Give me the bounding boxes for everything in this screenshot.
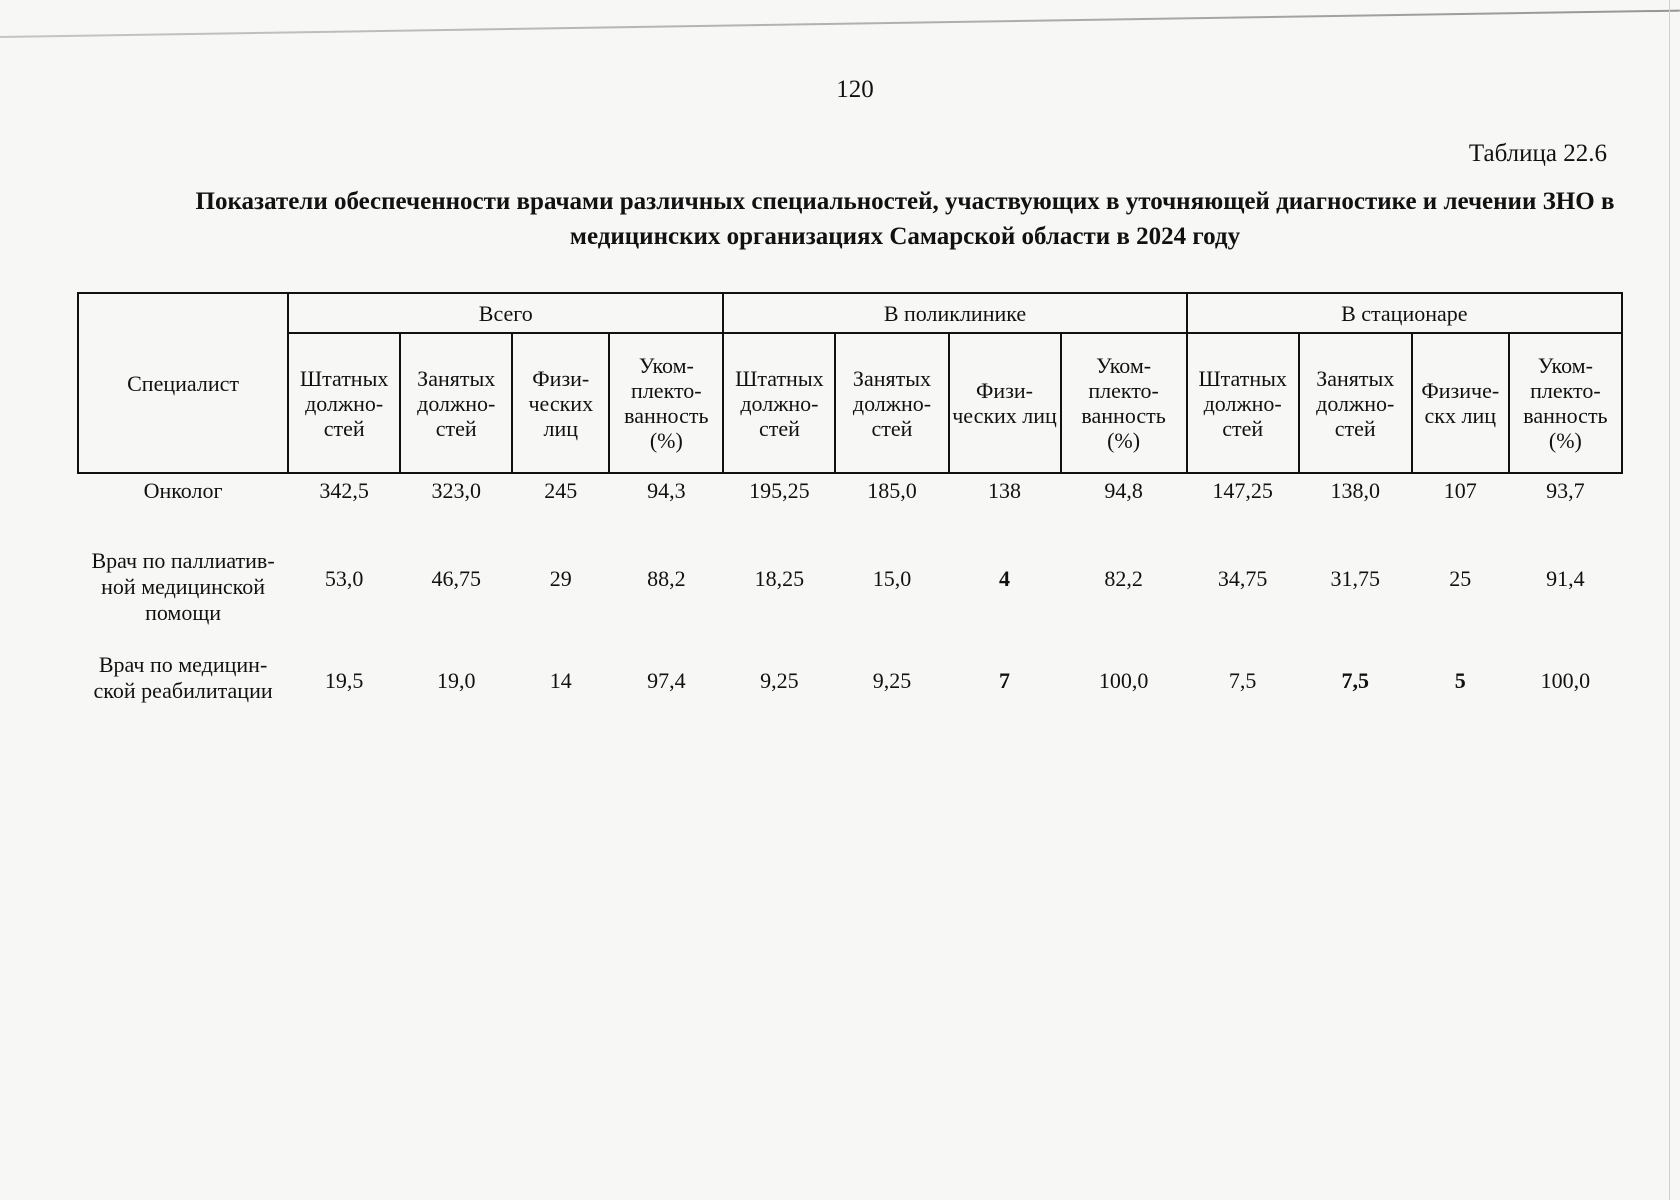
subheader-poly-persons: Физи-ческих лиц (949, 333, 1061, 473)
subheader-hosp-persons: Физиче-скх лиц (1412, 333, 1509, 473)
cell-value: 82,2 (1104, 566, 1143, 591)
page-number: 120 (836, 76, 874, 103)
cell-value: 7,5 (1228, 668, 1257, 693)
row-specialist: Врач по паллиатив-ной медицинской помощи (91, 548, 275, 625)
cell-value: 25 (1449, 566, 1472, 591)
scan-edge-right (1669, 0, 1670, 1200)
group-header-total: Всего (288, 293, 723, 333)
cell-value: 195,25 (749, 478, 810, 503)
cell-value: 342,5 (319, 478, 369, 503)
scan-edge (0, 10, 1680, 38)
cell-value: 147,25 (1212, 478, 1273, 503)
cell-value: 91,4 (1546, 566, 1585, 591)
cell-value: 5 (1454, 668, 1466, 693)
cell-value: 245 (544, 478, 578, 503)
cell-value: 9,25 (760, 668, 799, 693)
cell-value: 107 (1443, 478, 1477, 503)
cell-value: 29 (549, 566, 572, 591)
subheader-total-staffing: Уком-плекто-ванность (%) (609, 333, 723, 473)
cell-value: 4 (999, 566, 1011, 591)
cell-value: 185,0 (867, 478, 917, 503)
cell-value: 19,0 (436, 668, 476, 693)
subheader-hosp-staff: Штатных должно-стей (1187, 333, 1299, 473)
cell-value: 34,75 (1217, 566, 1268, 591)
cell-value: 100,0 (1098, 668, 1149, 693)
subheader-total-persons: Физи-ческих лиц (512, 333, 609, 473)
cell-value: 323,0 (431, 478, 481, 503)
subheader-poly-staffing: Уком-плекто-ванность (%) (1061, 333, 1187, 473)
subheader-total-staff: Штатных должно-стей (288, 333, 400, 473)
cell-value: 138 (988, 478, 1022, 503)
table-row (78, 473, 1622, 544)
table-reference: Таблица 22.6 (1468, 140, 1607, 167)
cell-value: 100,0 (1540, 668, 1591, 693)
group-header-polyclinic: В поликлинике (723, 293, 1186, 333)
cell-value: 88,2 (647, 566, 686, 591)
cell-value: 138,0 (1330, 478, 1380, 503)
subheader-poly-occupied: Занятых должно-стей (835, 333, 948, 473)
subheader-hosp-occupied: Занятых должно-стей (1299, 333, 1412, 473)
cell-value: 15,0 (872, 566, 912, 591)
cell-value: 9,25 (872, 668, 912, 693)
staffing-table (77, 292, 1623, 730)
cell-value: 53,0 (324, 566, 364, 591)
cell-value: 94,8 (1104, 478, 1143, 503)
subheader-hosp-staffing: Уком-плекто-ванность (%) (1509, 333, 1622, 473)
table-title: Показатели обеспеченности врачами различных специальностей, участвующих в уточняющей диагностике и лечении ЗНО в медицинских организациях Самарской области в 2024 году (195, 188, 1615, 250)
table-row (78, 544, 1622, 652)
cell-value: 46,75 (431, 566, 481, 591)
specialist-header: Специалист (78, 293, 288, 473)
cell-value: 94,3 (647, 478, 686, 503)
cell-value: 14 (549, 668, 572, 693)
subheader-total-occupied: Занятых должно-стей (400, 333, 512, 473)
table-row (78, 652, 1622, 730)
group-header-hospital: В стационаре (1187, 293, 1622, 333)
cell-value: 31,75 (1330, 566, 1380, 591)
row-specialist: Онколог (143, 478, 223, 503)
cell-value: 19,5 (324, 668, 364, 693)
cell-value: 93,7 (1546, 478, 1585, 503)
cell-value: 7 (999, 668, 1011, 693)
row-specialist: Врач по медицин-ской реабилитации (93, 652, 273, 703)
cell-value: 97,4 (647, 668, 686, 693)
cell-value: 18,25 (754, 566, 805, 591)
subheader-poly-staff: Штатных должно-стей (723, 333, 835, 473)
cell-value: 7,5 (1341, 668, 1369, 693)
